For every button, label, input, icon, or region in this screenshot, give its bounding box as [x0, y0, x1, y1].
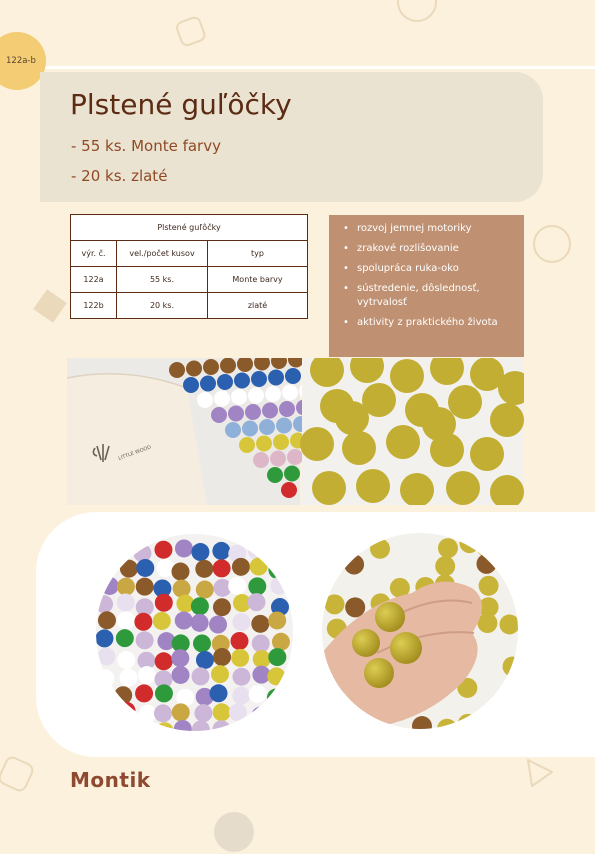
felt-ball [262, 403, 278, 419]
felt-ball [214, 391, 230, 407]
benefit-item [343, 282, 514, 310]
felt-ball [119, 669, 137, 687]
felt-ball [213, 648, 231, 666]
felt-ball [267, 467, 283, 483]
felt-ball [211, 407, 227, 423]
felt-ball [284, 466, 300, 482]
felt-ball [135, 684, 153, 702]
decor-circle-icon [212, 810, 256, 854]
felt-ball [116, 629, 134, 647]
benefit-text: spolupráca ruka-oko [357, 263, 459, 274]
decor-rounded-square-icon [0, 748, 42, 800]
table-cell: 122b [71, 293, 117, 319]
felt-ball [186, 361, 202, 377]
table-cell: Monte barvy [208, 267, 308, 293]
felt-ball [225, 422, 241, 438]
felt-ball [281, 482, 297, 498]
felt-ball [232, 687, 250, 705]
felt-ball [172, 703, 190, 721]
felt-ball [248, 577, 266, 595]
felt-ball [479, 576, 499, 596]
felt-ball [211, 665, 229, 683]
felt-ball [117, 651, 135, 669]
felt-ball [256, 436, 272, 452]
table-row [71, 293, 308, 319]
felt-ball [175, 539, 193, 557]
felt-ball [232, 613, 250, 631]
felt-ball [200, 376, 216, 392]
felt-ball [325, 594, 345, 614]
felt-ball [273, 434, 289, 450]
felt-ball [134, 613, 152, 631]
table-cell: 122a [71, 267, 117, 293]
felt-ball [300, 427, 334, 461]
bullet-icon: • [343, 317, 349, 328]
table-header-cell: vel./počet kusov [117, 241, 208, 267]
benefit-text: rozvoj jemnej motoriky [357, 223, 472, 234]
felt-ball [270, 451, 286, 467]
felt-ball [335, 401, 369, 435]
felt-ball [213, 703, 231, 721]
felt-ball [342, 431, 376, 465]
felt-ball [282, 385, 298, 401]
felt-ball [217, 374, 233, 390]
felt-ball [276, 418, 292, 434]
felt-ball [268, 648, 286, 666]
felt-ball [172, 666, 190, 684]
felt-ball [446, 471, 480, 505]
felt-ball [197, 392, 213, 408]
felt-ball [239, 437, 255, 453]
felt-ball [155, 652, 173, 670]
felt-ball [252, 634, 270, 652]
felt-ball [386, 425, 420, 459]
felt-ball [153, 612, 171, 630]
felt-ball [259, 419, 275, 435]
felt-ball [251, 371, 267, 387]
table-cell: 20 ks. [117, 293, 208, 319]
benefit-item [343, 242, 514, 256]
felt-ball [138, 666, 156, 684]
felt-ball [98, 647, 116, 665]
decor-rounded-square-icon [170, 10, 214, 54]
felt-ball [248, 388, 264, 404]
felt-ball [268, 611, 286, 629]
felt-ball [287, 449, 303, 465]
felt-ball [272, 633, 290, 651]
felt-ball [470, 437, 504, 471]
table-header-row [71, 241, 308, 267]
felt-ball [192, 667, 210, 685]
bullet-icon: • [343, 283, 349, 294]
felt-ball [234, 373, 250, 389]
felt-ball [390, 359, 424, 393]
bullet-icon: • [343, 223, 349, 234]
felt-ball [213, 559, 231, 577]
felt-ball [191, 543, 209, 561]
felt-ball [251, 615, 269, 633]
product-photo-illustration [67, 358, 524, 505]
felt-ball [96, 629, 113, 647]
felt-ball [203, 359, 219, 375]
felt-ball [169, 362, 185, 378]
felt-ball [249, 685, 267, 703]
decor-circle-icon [530, 222, 574, 266]
benefit-item [343, 222, 514, 236]
decor-triangle-icon [520, 754, 558, 792]
decor-diamond-icon [26, 282, 74, 330]
felt-ball [253, 650, 271, 668]
felt-ball [312, 471, 346, 505]
brand-logo: Montik [70, 768, 151, 792]
felt-ball [220, 358, 236, 374]
bullet-icon: • [343, 263, 349, 274]
felt-ball [210, 684, 228, 702]
felt-ball [117, 611, 135, 629]
felt-ball [231, 649, 249, 667]
felt-ball [438, 538, 458, 558]
benefit-item [343, 262, 514, 276]
felt-ball [422, 407, 456, 441]
photo-hand-balls-circle [322, 533, 518, 729]
table-cell: zlaté [208, 293, 308, 319]
decor-circle-icon [395, 0, 439, 24]
felt-ball [265, 386, 281, 402]
subtitle-line-1: - 55 ks. Monte farvy [71, 137, 221, 155]
felt-ball [212, 542, 230, 560]
bullet-icon: • [343, 243, 349, 254]
benefit-item [343, 316, 514, 330]
felt-ball [435, 556, 455, 576]
felt-ball [191, 614, 209, 632]
felt-ball [448, 385, 482, 419]
felt-ball [196, 581, 214, 599]
felt-ball [193, 634, 211, 652]
felt-ball [194, 704, 212, 722]
felt-ball [228, 406, 244, 422]
felt-ball [268, 370, 284, 386]
table-row [71, 267, 308, 293]
felt-ball [345, 597, 365, 617]
benefit-text: zrakové rozlišovanie [357, 243, 459, 254]
felt-ball [155, 594, 173, 612]
product-code: 122a-b [6, 56, 36, 66]
felt-ball [195, 560, 213, 578]
felt-ball [232, 668, 250, 686]
felt-ball [155, 684, 173, 702]
felt-ball [231, 389, 247, 405]
felt-ball [171, 563, 189, 581]
product-photos [67, 358, 524, 505]
felt-ball [136, 578, 154, 596]
felt-ball [191, 597, 209, 615]
table-header-cell: výr. č. [71, 241, 117, 267]
spec-table [70, 214, 308, 319]
felt-ball [228, 577, 246, 595]
page-title: Plstené guľôčky [70, 88, 292, 121]
felt-ball [230, 632, 248, 650]
felt-ball [173, 580, 191, 598]
subtitle-line-2: - 20 ks. zlaté [71, 167, 168, 185]
felt-ball [490, 403, 524, 437]
felt-ball [247, 593, 265, 611]
felt-ball [154, 704, 172, 722]
table-cell: 55 ks. [117, 267, 208, 293]
felt-ball [232, 558, 250, 576]
felt-ball [356, 469, 390, 503]
bag-logo-text: LITTLE WOOD [117, 444, 153, 462]
felt-ball [136, 559, 154, 577]
photo-colorful-balls-circle [96, 534, 293, 731]
felt-ball [279, 401, 295, 417]
felt-ball [245, 404, 261, 420]
top-divider [0, 66, 595, 69]
felt-ball [136, 631, 154, 649]
felt-ball [213, 598, 231, 616]
felt-ball [175, 612, 193, 630]
table-caption: Plstené guľôčky [71, 215, 308, 241]
benefit-text: sústredenie, dôslednosť, vytrvalosť [357, 283, 480, 308]
felt-ball [117, 578, 135, 596]
felt-ball [117, 594, 135, 612]
felt-ball [171, 649, 189, 667]
table-header-cell: typ [208, 241, 308, 267]
felt-ball [285, 368, 301, 384]
benefit-text: aktivity z praktického života [357, 317, 498, 328]
felt-ball [157, 559, 175, 577]
felt-ball [154, 541, 172, 559]
benefits-box [329, 215, 524, 357]
felt-ball [183, 377, 199, 393]
felt-ball [253, 452, 269, 468]
felt-ball [209, 616, 227, 634]
felt-ball [196, 651, 214, 669]
felt-ball [98, 611, 116, 629]
felt-ball [242, 421, 258, 437]
